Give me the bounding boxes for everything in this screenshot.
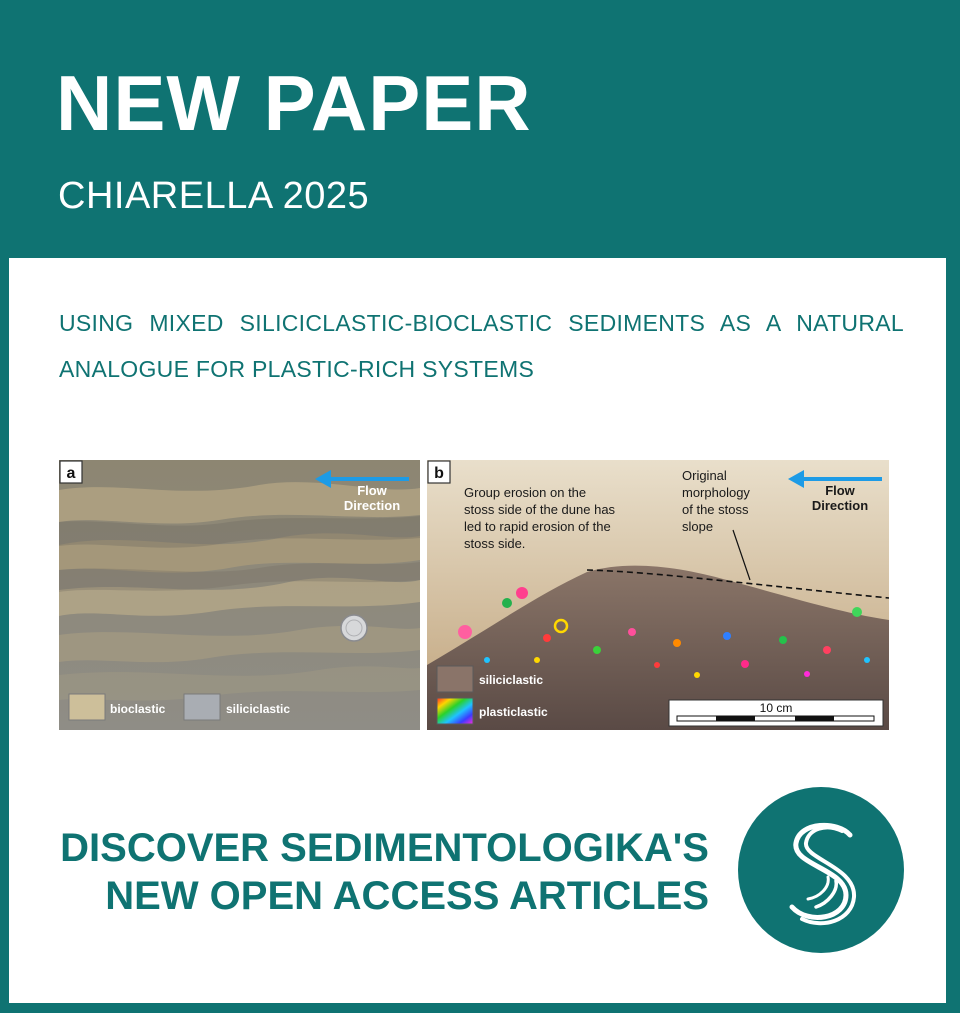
content-card <box>9 258 946 1003</box>
annotation-line-1: Group erosion on the <box>464 485 587 500</box>
annotation-line-4: stoss side. <box>464 536 526 551</box>
panel-a-flow-label-1: Flow <box>357 483 387 498</box>
annotation-line-2: stoss side of the dune has <box>464 502 616 517</box>
siliciclastic-swatch-b <box>437 666 473 692</box>
morphology-line-2: morphology <box>682 485 750 500</box>
siliciclastic-swatch-a <box>184 694 220 720</box>
header-banner <box>0 0 960 258</box>
legend-siliciclastic-a: siliciclastic <box>226 702 291 716</box>
panel-a-flow-label-2: Direction <box>343 498 401 513</box>
paper-title[interactable]: USING MIXED SILICICLASTIC-BIOCLASTIC SEDIMENTS AS A NATURAL ANALOGUE FOR PLASTIC-RICH SYSTEMS <box>59 310 904 382</box>
panel-a-letter: a <box>66 465 76 482</box>
legend-bioclastic: bioclastic <box>110 702 166 716</box>
annotation-line-3: led to rapid erosion of the <box>464 519 611 534</box>
cta-line-2: NEW OPEN ACCESS ARTICLES <box>105 874 709 918</box>
paper-author-year: CHIARELLA 2025 <box>58 175 370 217</box>
coin-scale <box>341 615 367 641</box>
cta-text[interactable] <box>60 824 709 920</box>
outcrop-photo <box>59 460 420 730</box>
morphology-line-3: of the stoss <box>682 502 749 517</box>
sedimentologika-s-logo-icon[interactable] <box>738 787 904 953</box>
scale-bar-label: 10 cm <box>759 701 793 715</box>
morphology-line-1: Original <box>682 468 727 483</box>
legend-plasticlastic: plasticlastic <box>479 705 548 719</box>
plasticlastic-swatch <box>437 698 473 724</box>
panel-b-flow-label-2: Direction <box>811 498 869 513</box>
morphology-line-4: slope <box>682 519 714 534</box>
legend-siliciclastic-b: siliciclastic <box>479 673 544 687</box>
panel-b-letter: b <box>434 465 444 482</box>
panel-b-flow-label-1: Flow <box>825 483 855 498</box>
figure-panel-b <box>427 460 889 730</box>
bioclastic-swatch <box>69 694 105 720</box>
flume-photo <box>427 460 889 730</box>
cta-line-1: DISCOVER SEDIMENTOLOGIKA'S <box>60 826 709 870</box>
figure-panel-a <box>59 460 420 730</box>
page-title: NEW PAPER <box>56 59 532 147</box>
